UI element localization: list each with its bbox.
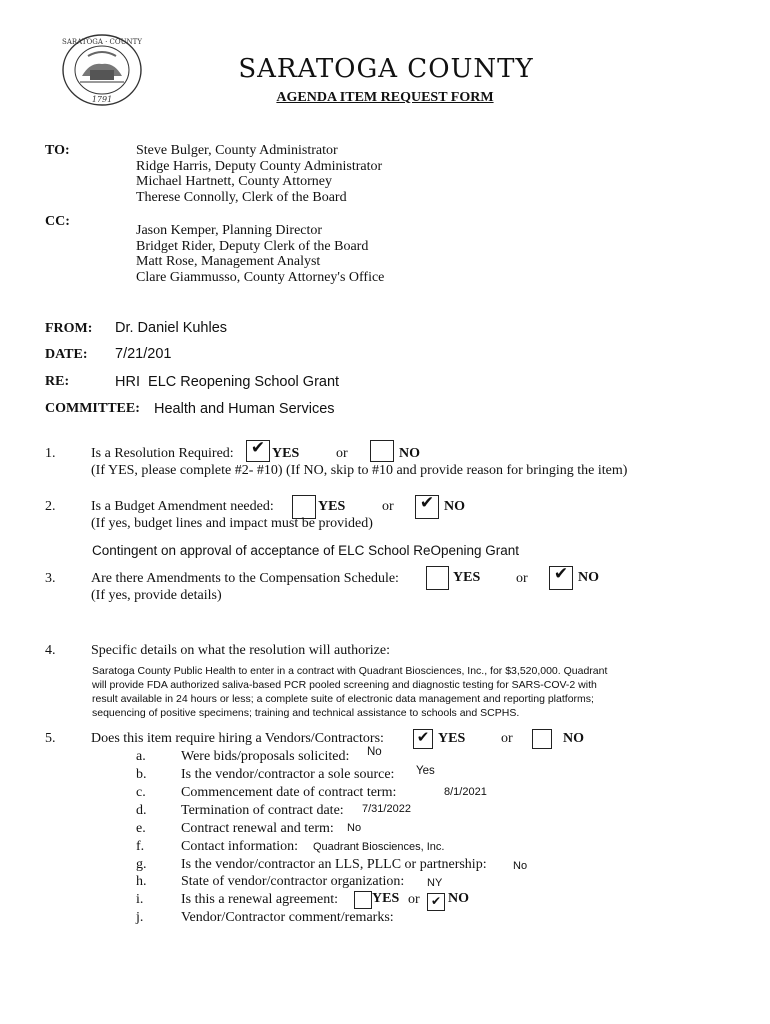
q5-sub-f [136, 839, 299, 855]
q3-yes-label: YES [453, 570, 481, 585]
cc-recipient: Jason Kemper, Planning Director [136, 223, 323, 238]
re-field[interactable]: HRI ELC Reopening School Grant [115, 374, 340, 390]
q5-sub-d [136, 803, 344, 819]
date-label: DATE: [45, 347, 88, 362]
svg-text:1791: 1791 [91, 95, 113, 104]
sub-letter: b. [136, 767, 147, 782]
cc-recipient: Matt Rose, Management Analyst [136, 254, 321, 269]
q5-no-checkbox[interactable] [532, 729, 552, 749]
q3-no-label: NO [578, 570, 599, 585]
q5-no-label: NO [563, 731, 584, 746]
q1-note: (If YES, please complete #2- #10) (If NO, skip to #10 and provide reason for bringing the item) [91, 463, 628, 478]
q5-number: 5. [45, 731, 56, 746]
q5-sub-b [136, 767, 395, 783]
sub-question: State of vendor/contractor organization: [181, 874, 405, 889]
q3-no-checkbox[interactable] [549, 566, 573, 590]
q1-no-checkbox[interactable] [370, 440, 394, 462]
q5-sub-b-answer[interactable]: Yes [416, 765, 435, 777]
page-title: SARATOGA COUNTY [238, 54, 534, 84]
check-mark-icon: ✔ [250, 438, 266, 458]
check-mark-icon: ✔ [419, 493, 435, 513]
check-mark-icon: ✔ [416, 728, 430, 746]
sub-letter: i. [136, 892, 144, 907]
sub-question: Commencement date of contract term: [181, 785, 397, 800]
cc-recipient: Bridget Rider, Deputy Clerk of the Board [136, 238, 369, 254]
q5-sub-i-yes-label: YES [372, 891, 400, 906]
q1-number: 1. [45, 446, 56, 461]
q2-question: Is a Budget Amendment needed: [91, 499, 274, 514]
svg-text:SARATOGA · COUNTY: SARATOGA · COUNTY [62, 38, 142, 46]
q5-sub-i-yes-checkbox[interactable] [354, 891, 372, 909]
q3-question: Are there Amendments to the Compensation Schedule: [91, 571, 399, 586]
to-recipient: Michael Hartnett, County Attorney [136, 174, 332, 189]
sub-letter: d. [136, 803, 147, 818]
to-recipients [136, 143, 382, 205]
cc-recipients [136, 223, 384, 285]
q5-sub-c [136, 785, 397, 801]
sub-question: Vendor/Contractor comment/remarks: [181, 910, 394, 925]
q5-sub-i-or-label: or [408, 892, 420, 907]
q2-number: 2. [45, 499, 56, 514]
q1-or-label: or [336, 446, 348, 461]
q2-no-label: NO [444, 499, 465, 514]
q4-details-field[interactable] [92, 664, 682, 720]
sub-letter: e. [136, 821, 146, 836]
q5-sub-c-answer[interactable]: 8/1/2021 [444, 786, 487, 798]
re-label: RE: [45, 374, 70, 389]
q1-question: Is a Resolution Required: [91, 446, 234, 461]
q3-or-label: or [516, 571, 528, 586]
from-label: FROM: [45, 321, 93, 336]
q4-number: 4. [45, 643, 56, 658]
q5-sub-j-answer[interactable] [415, 911, 535, 925]
q2-yes-label: YES [318, 499, 346, 514]
sub-letter: f. [136, 839, 145, 854]
q5-sub-e-answer[interactable]: No [347, 822, 362, 834]
q5-sub-g [136, 857, 487, 873]
q5-sub-e [136, 821, 334, 837]
sub-question: Termination of contract date: [181, 803, 344, 818]
sub-letter: g. [136, 857, 147, 872]
q5-sub-d-answer[interactable]: 7/31/2022 [362, 803, 411, 815]
details-line: sequencing of positive specimens; training and technical assistance to schools and SCPHS. [92, 707, 520, 719]
q2-note: (If yes, budget lines and impact must be provided) [91, 516, 373, 531]
to-label: TO: [45, 143, 70, 158]
form-subtitle: AGENDA ITEM REQUEST FORM [276, 90, 494, 105]
q4-question: Specific details on what the resolution will authorize: [91, 643, 390, 658]
from-field[interactable]: Dr. Daniel Kuhles [115, 320, 228, 336]
check-mark-icon: ✔ [430, 894, 442, 908]
details-line: will provide FDA authorized saliva-based PCR pooled screening and diagnostic testing for SARS-COV-2 with [92, 679, 597, 691]
sub-letter: j. [136, 910, 144, 925]
q3-number: 3. [45, 571, 56, 586]
q2-or-label: or [382, 499, 394, 514]
sub-letter: a. [136, 749, 146, 764]
q5-sub-g-answer[interactable]: No [513, 860, 528, 872]
q5-sub-h [136, 874, 405, 890]
sub-question: Is this a renewal agreement: [181, 892, 339, 907]
q5-or-label: or [501, 731, 513, 746]
q3-yes-checkbox[interactable] [426, 566, 449, 590]
sub-question: Were bids/proposals solicited: [181, 749, 350, 764]
q5-sub-i [136, 892, 339, 908]
q1-yes-checkbox[interactable] [246, 440, 270, 462]
check-mark-icon: ✔ [553, 564, 569, 584]
details-line: Saratoga County Public Health to enter in a contract with Quadrant Biosciences, Inc., for $3,520,000. Quadrant [92, 665, 608, 677]
sub-question: Contact information: [181, 839, 299, 854]
sub-question: Is the vendor/contractor an LLS, PLLC or partnership: [181, 857, 487, 872]
q3-note: (If yes, provide details) [91, 588, 222, 603]
sub-question: Is the vendor/contractor a sole source: [181, 767, 395, 782]
committee-label: COMMITTEE: [45, 401, 140, 416]
details-line: result available in 24 hours or less; a complete suite of electronic data management and reporting platforms; [92, 693, 594, 705]
q5-sub-a [136, 749, 350, 765]
q5-sub-i-no-checkbox[interactable] [427, 893, 445, 911]
q5-sub-j [136, 910, 394, 926]
q5-sub-f-answer[interactable]: Quadrant Biosciences, Inc. [313, 841, 445, 853]
q5-yes-label: YES [438, 731, 466, 746]
q5-question: Does this item require hiring a Vendors/Contractors: [91, 731, 384, 746]
cc-label: CC: [45, 214, 70, 229]
q5-yes-checkbox[interactable] [413, 729, 433, 749]
q2-comment-field[interactable]: Contingent on approval of acceptance of ELC School ReOpening Grant [92, 543, 520, 558]
sub-letter: c. [136, 785, 146, 800]
q5-sub-h-answer[interactable]: NY [427, 877, 443, 889]
to-recipient: Steve Bulger, County Administrator [136, 143, 338, 158]
q5-sub-i-no-label: NO [448, 891, 469, 906]
cc-recipient: Clare Giammusso, County Attorney's Office [136, 269, 385, 285]
sub-question: Contract renewal and term: [181, 821, 334, 836]
date-field[interactable]: 7/21/201 [115, 346, 172, 362]
q1-yes-label: YES [272, 446, 300, 461]
committee-field[interactable]: Health and Human Services [154, 401, 335, 417]
sub-letter: h. [136, 874, 147, 889]
to-recipient: Ridge Harris, Deputy County Administrator [136, 158, 383, 174]
q2-no-checkbox[interactable] [415, 495, 439, 519]
q5-sub-a-answer[interactable]: No [367, 746, 382, 758]
q1-no-label: NO [399, 446, 420, 461]
to-recipient: Therese Connolly, Clerk of the Board [136, 189, 347, 205]
